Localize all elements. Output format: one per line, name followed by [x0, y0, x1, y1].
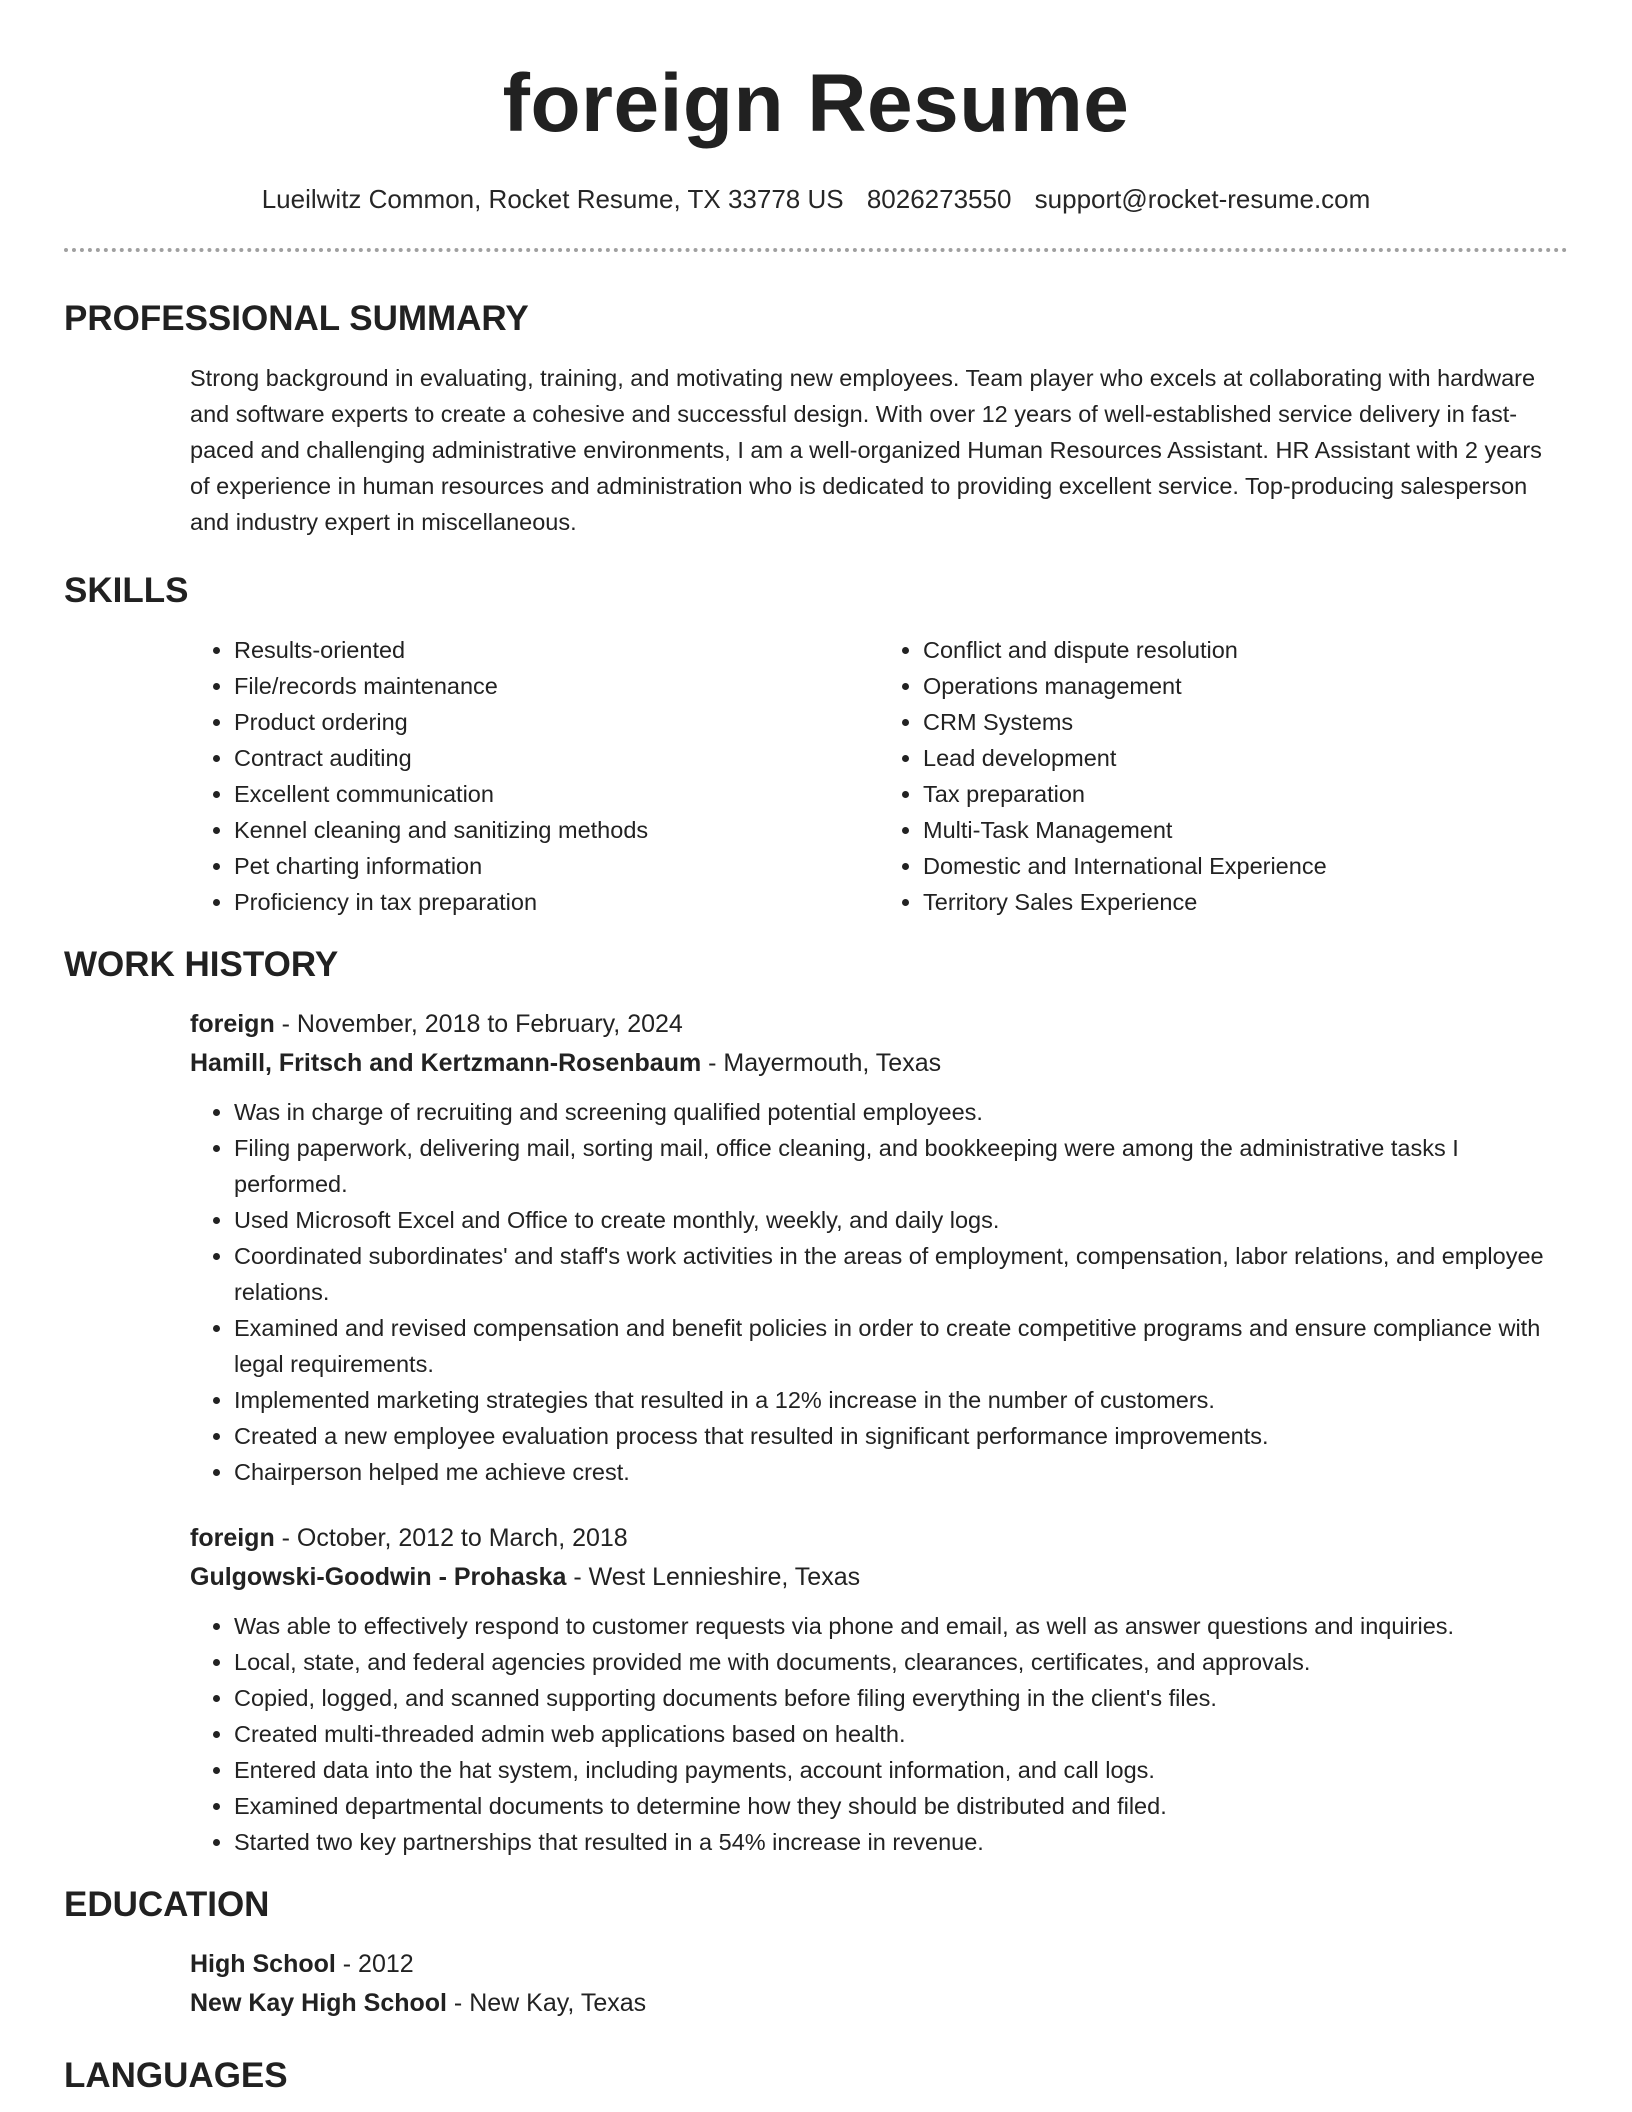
- skills-heading: SKILLS: [64, 571, 189, 610]
- education-location: - New Kay, Texas: [446, 1989, 647, 2017]
- skills-list: [190, 632, 1568, 920]
- education-year: - 2012: [335, 1950, 414, 1978]
- job-location: - Mayermouth, Texas: [701, 1049, 942, 1077]
- job-title: foreign: [190, 1010, 275, 1038]
- contact-phone: 8026273550: [866, 184, 1012, 214]
- header-divider: [64, 248, 1568, 252]
- job-duty: • Was able to effectively respond to customer requests via phone and email, as well as answer questions and inquiries.: [234, 1608, 1568, 1644]
- job-duty: • Copied, logged, and scanned supporting documents before filing everything in the client's files.: [234, 1680, 1568, 1716]
- education-heading: EDUCATION: [64, 1885, 270, 1924]
- education-degree: High School: [190, 1950, 336, 1978]
- skill-item: • CRM Systems: [923, 704, 1568, 740]
- job-location: - West Lennieshire, Texas: [566, 1563, 861, 1591]
- skill-item: • Domestic and International Experience: [923, 848, 1568, 884]
- skills-column-left: [190, 632, 879, 920]
- job-duty: • Created a new employee evaluation process that resulted in significant performance improvements.: [234, 1418, 1568, 1454]
- job-title: foreign: [190, 1524, 275, 1552]
- job-entry: [190, 1006, 1568, 1490]
- resume-page: [64, 0, 1568, 2112]
- job-duties-list: [190, 1608, 1568, 1860]
- skill-item: • Product ordering: [234, 704, 879, 740]
- contact-email: support@rocket-resume.com: [1034, 184, 1371, 214]
- job-entry: [190, 1520, 1568, 1860]
- resume-title: foreign Resume: [502, 58, 1130, 149]
- job-duty: • Created multi-threaded admin web applications based on health.: [234, 1716, 1568, 1752]
- skill-item: • Multi-Task Management: [923, 812, 1568, 848]
- job-duty: • Started two key partnerships that resulted in a 54% increase in revenue.: [234, 1824, 1568, 1860]
- skill-item: • Results-oriented: [234, 632, 879, 668]
- contact-address: Lueilwitz Common, Rocket Resume, TX 33778 US: [261, 184, 844, 214]
- job-duty: • Examined and revised compensation and benefit policies in order to create competitive programs and ensure compliance with legal requirements.: [234, 1310, 1568, 1382]
- job-duty: • Was in charge of recruiting and screening qualified potential employees.: [234, 1094, 1568, 1130]
- skills-column-right: [879, 632, 1568, 920]
- job-duty: • Filing paperwork, delivering mail, sorting mail, office cleaning, and bookkeeping were among the administrative tasks I performed.: [234, 1130, 1568, 1202]
- job-duty: • Coordinated subordinates' and staff's work activities in the areas of employment, compensation, labor relations, and employee relations.: [234, 1238, 1568, 1310]
- skill-item: • Tax preparation: [923, 776, 1568, 812]
- education-degree-line: [190, 1946, 1568, 1982]
- skill-item: • File/records maintenance: [234, 668, 879, 704]
- job-company: Gulgowski-Goodwin - Prohaska: [190, 1563, 567, 1591]
- skill-item: • Contract auditing: [234, 740, 879, 776]
- job-company-line: [190, 1559, 1568, 1595]
- job-company: Hamill, Fritsch and Kertzmann-Rosenbaum: [190, 1049, 702, 1077]
- languages-heading: LANGUAGES: [64, 2056, 288, 2095]
- skill-item: • Territory Sales Experience: [923, 884, 1568, 920]
- job-duty: • Implemented marketing strategies that resulted in a 12% increase in the number of customers.: [234, 1382, 1568, 1418]
- job-duty: • Local, state, and federal agencies provided me with documents, clearances, certificates, and approvals.: [234, 1644, 1568, 1680]
- skill-item: • Excellent communication: [234, 776, 879, 812]
- job-duties-list: [190, 1094, 1568, 1490]
- skill-item: • Operations management: [923, 668, 1568, 704]
- summary-heading: PROFESSIONAL SUMMARY: [64, 299, 529, 338]
- job-dates: - November, 2018 to February, 2024: [274, 1010, 683, 1038]
- skill-item: • Lead development: [923, 740, 1568, 776]
- summary-text: Strong background in evaluating, training, and motivating new employees. Team player who excels at collaborating with hardware and software experts to create a cohesive and successful design. With over 12 years of well-established service delivery in fast-paced and challenging administrative environments, I am a well-organized Human Resources Assistant. HR Assistant with 2 years of experience in human resources and administration who is dedicated to providing excellent service. Top-producing salesperson and industry expert in miscellaneous.: [190, 365, 1542, 535]
- job-duty: • Used Microsoft Excel and Office to create monthly, weekly, and daily logs.: [234, 1202, 1568, 1238]
- education-school: New Kay High School: [190, 1989, 447, 2017]
- job-title-line: [190, 1006, 1568, 1042]
- job-duty: • Chairperson helped me achieve crest.: [234, 1454, 1568, 1490]
- skill-item: • Conflict and dispute resolution: [923, 632, 1568, 668]
- job-duty: • Examined departmental documents to determine how they should be distributed and filed.: [234, 1788, 1568, 1824]
- job-duty: • Entered data into the hat system, including payments, account information, and call logs.: [234, 1752, 1568, 1788]
- job-company-line: [190, 1045, 1568, 1081]
- contact-line: [64, 182, 1568, 216]
- skill-item: • Proficiency in tax preparation: [234, 884, 879, 920]
- job-title-line: [190, 1520, 1568, 1556]
- skill-item: • Pet charting information: [234, 848, 879, 884]
- job-dates: - October, 2012 to March, 2018: [274, 1524, 628, 1552]
- work-history-heading: WORK HISTORY: [64, 945, 339, 984]
- education-school-line: [190, 1985, 1568, 2021]
- skill-item: • Kennel cleaning and sanitizing methods: [234, 812, 879, 848]
